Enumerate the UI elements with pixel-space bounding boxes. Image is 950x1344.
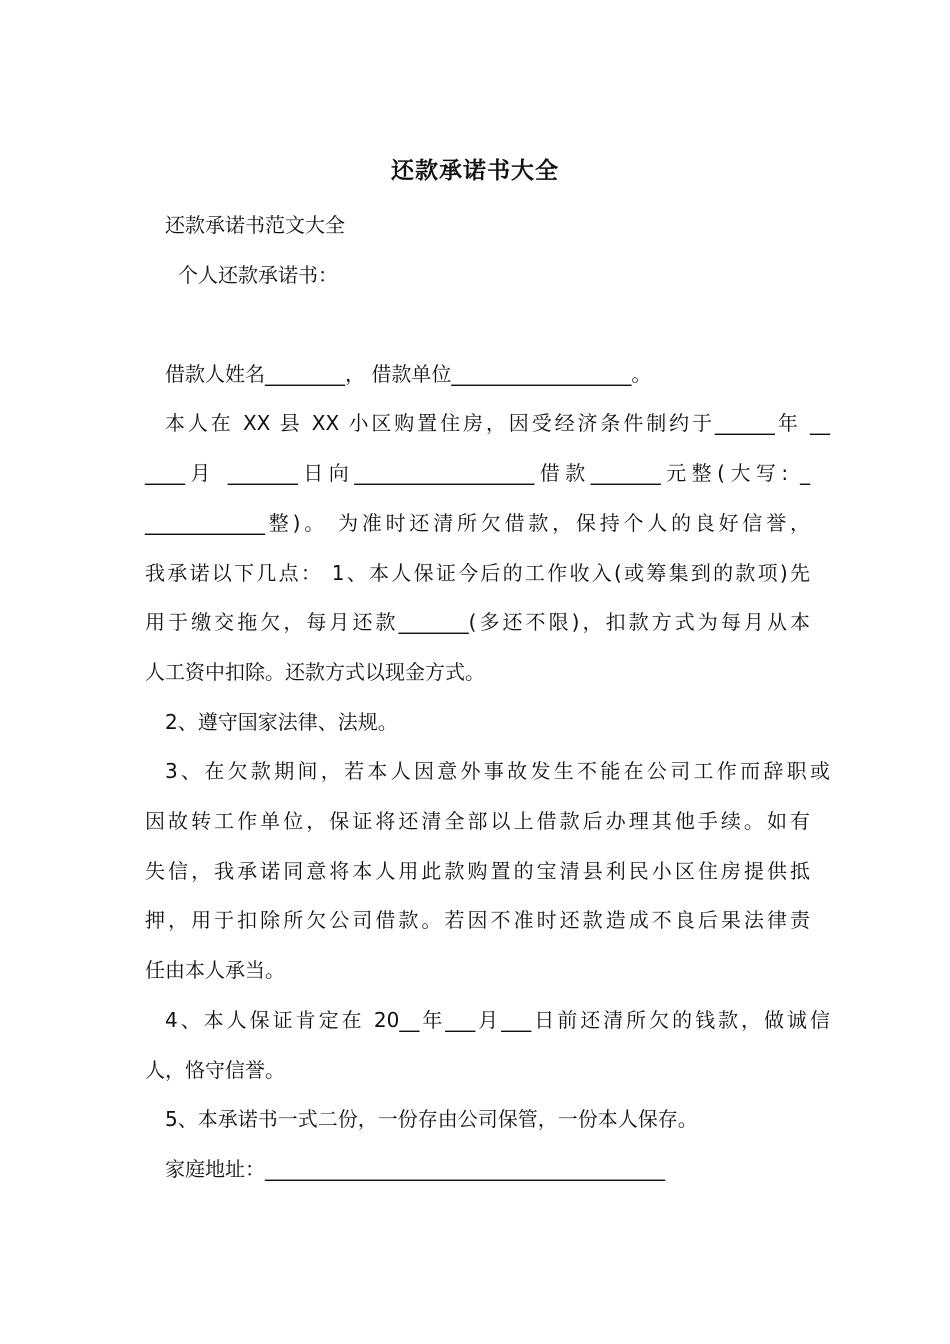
document-title: 还款承诺书大全 — [391, 157, 559, 184]
paragraph-line: ____________整)。 为准时还清所欠借款，保持个人的良好信誉， — [145, 511, 810, 535]
address-field: 家庭地址：________________________________________ — [165, 1157, 665, 1181]
paragraph-line: 3、在欠款期间，若本人因意外事故发生不能在公司工作而辞职或 — [165, 759, 830, 783]
paragraph-line: 任由本人承当。 — [145, 958, 285, 982]
paragraph-line: 我承诺以下几点： 1、本人保证今后的工作收入(或筹集到的款项)先 — [145, 561, 810, 585]
paragraph-line: 人，恪守信誉。 — [145, 1058, 285, 1082]
paragraph-line: 4、本人保证肯定在 20__年___月___日前还清所欠的钱款，做诚信 — [165, 1008, 830, 1032]
document-heading: 个人还款承诺书： — [178, 263, 338, 287]
paragraph-line: 人工资中扣除。还款方式以现金方式。 — [145, 660, 485, 684]
paragraph-line: ____月 _______日向__________________借款_______元整(大写: _ — [145, 461, 810, 485]
document-subtitle: 还款承诺书范文大全 — [165, 213, 345, 237]
paragraph-line: 本人在 XX 县 XX 小区购置住房，因受经济条件制约于______年 __ — [165, 411, 830, 435]
paragraph-line: 因故转工作单位，保证将还清全部以上借款后办理其他手续。如有 — [145, 809, 810, 833]
paragraph-line: 借款人姓名________， 借款单位__________________。 — [165, 362, 652, 386]
paragraph-line: 用于缴交拖欠，每月还款_______(多还不限)，扣款方式为每月从本 — [145, 610, 810, 634]
paragraph-line: 押，用于扣除所欠公司借款。若因不准时还款造成不良后果法律责 — [145, 908, 810, 932]
paragraph-line: 5、本承诺书一式二份，一份存由公司保管，一份本人保存。 — [165, 1107, 698, 1131]
paragraph-line: 失信，我承诺同意将本人用此款购置的宝清县利民小区住房提供抵 — [145, 859, 810, 883]
paragraph-line: 2、遵守国家法律、法规。 — [165, 710, 398, 734]
